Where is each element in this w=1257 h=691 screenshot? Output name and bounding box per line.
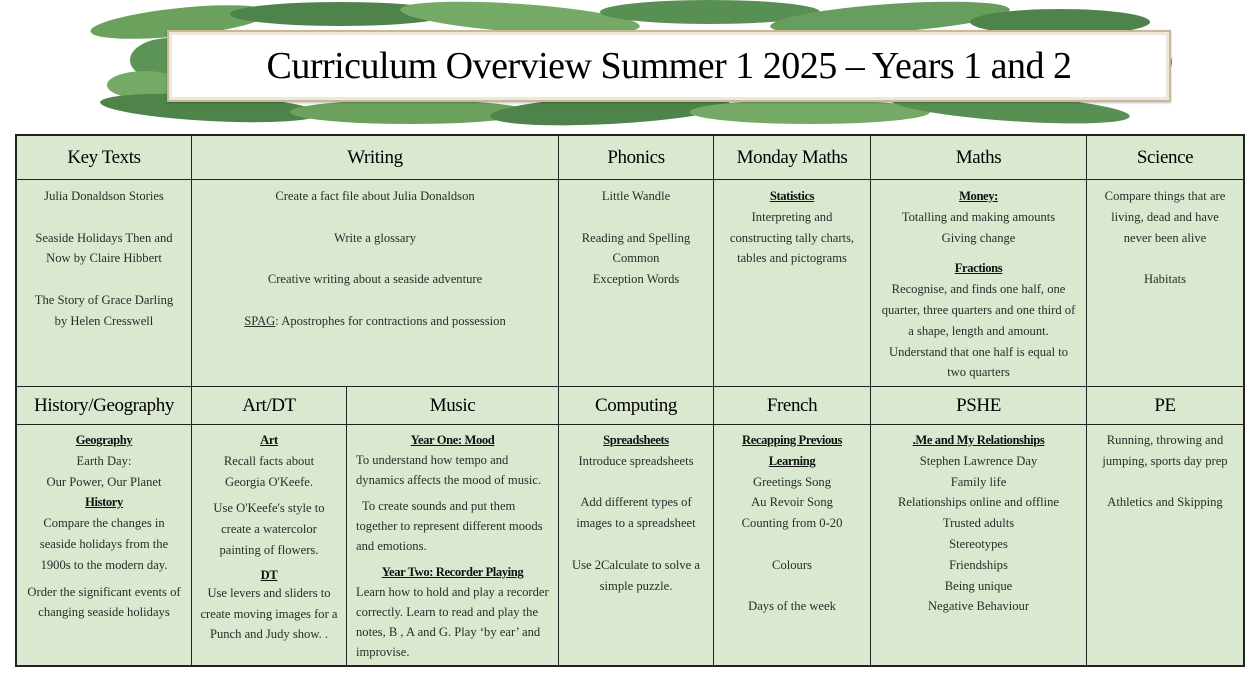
cell-history-geography [17, 425, 192, 665]
cell-french [714, 425, 871, 665]
pshe-item: Negative Behaviour [927, 599, 1030, 614]
money-item: Totalling and making amounts [901, 209, 1056, 224]
statistics-text: Interpreting and constructing tally charts, tables and pictograms [729, 209, 855, 266]
cell-science [1087, 180, 1243, 387]
header-music [347, 387, 559, 425]
cell-phonics [559, 180, 714, 387]
money-subheading: Money: [959, 189, 998, 203]
cell-writing [192, 180, 559, 387]
statistics-subheading: Statistics [769, 189, 815, 203]
geography-item: Earth Day: [76, 453, 132, 468]
header-phonics [559, 136, 714, 180]
french-item: Au Revoir Song [751, 495, 833, 510]
french-item: Counting from 0-20 [741, 516, 843, 531]
header-key-texts [17, 136, 192, 180]
key-text-item: Julia Donaldson Stories [44, 189, 164, 203]
fractions-subheading: Fractions [954, 261, 1003, 276]
dt-subheading: DT [260, 567, 278, 582]
geography-subheading: Geography [75, 433, 133, 447]
heading-text: Monday Maths [736, 146, 848, 168]
computing-item: Use 2Calculate to solve a simple puzzle. [572, 557, 700, 593]
science-item: Compare things that are living, dead and have never been alive [1104, 189, 1226, 245]
header-french [714, 387, 871, 425]
key-text-item: Seaside Holidays Then and Now by Claire Hibbert [35, 230, 173, 266]
header-art-dt [192, 387, 347, 425]
heading-text: Key Texts [67, 146, 141, 168]
header-pshe [871, 387, 1087, 425]
cell-music [347, 425, 559, 665]
spreadsheets-subheading: Spreadsheets [603, 433, 669, 447]
history-subheading: History [85, 495, 123, 510]
heading-text: Art/DT [242, 394, 296, 416]
writing-item: Creative writing about a seaside adventure [267, 272, 483, 287]
heading-text: Music [429, 394, 476, 416]
heading-text: PE [1154, 394, 1176, 416]
cell-pe [1087, 425, 1243, 665]
history-item: Order the significant events of changing seaside holidays [27, 584, 181, 620]
music-item: To create sounds and put them together to represent different moods and emotions. [356, 499, 543, 553]
phonics-item: Reading and Spelling [581, 230, 691, 245]
pshe-item: Relationships online and offline [897, 495, 1059, 510]
art-subheading: Art [260, 433, 278, 447]
pe-item: Running, throwing and jumping, sports day prep [1102, 433, 1228, 468]
cell-art-dt [192, 425, 347, 665]
french-item: Days of the week [748, 599, 836, 614]
cell-computing [559, 425, 714, 665]
heading-text: PSHE [956, 394, 1001, 416]
music-item: To understand how tempo and dynamics affects the mood of music. [356, 453, 542, 487]
year-one-subheading: Year One: Mood [410, 433, 495, 447]
art-item: Use O'Keefe's style to create a watercolor painting of flowers. [213, 501, 325, 557]
heading-text: Computing [595, 394, 677, 416]
key-text-item: The Story of Grace Darling by Helen Cresswell [34, 292, 174, 328]
spag-label: SPAG [244, 313, 276, 328]
phonics-item: Common [612, 251, 660, 266]
phonics-item: Little Wandle [601, 189, 671, 203]
heading-text: French [766, 394, 818, 416]
pshe-subheading: .Me and My Relationships [912, 433, 1045, 447]
title-board [167, 30, 1171, 102]
heading-text: History/Geography [34, 394, 174, 416]
pshe-item: Friendships [949, 557, 1008, 572]
heading-text: Maths [955, 146, 1002, 168]
geography-item: Our Power, Our Planet [46, 474, 162, 489]
header-computing [559, 387, 714, 425]
year-two-subheading: Year Two: Recorder Playing [381, 565, 524, 579]
header-history-geography [17, 387, 192, 425]
writing-spag [197, 311, 553, 332]
fractions-text: Recognise, and finds one half, one quarter, three quarters and one third of a shape, length and amount. Understand that one half is equal to two quarters [881, 282, 1076, 380]
phonics-item: Exception Words [592, 272, 680, 287]
spag-text: : Apostrophes for contractions and possession [275, 313, 506, 328]
heading-text: Writing [347, 146, 403, 168]
pshe-item: Stereotypes [949, 536, 1008, 551]
science-item: Habitats [1144, 272, 1186, 287]
pshe-item: Family life [950, 474, 1007, 489]
writing-item: Write a glossary [333, 230, 417, 245]
header-maths [871, 136, 1087, 180]
header-writing [192, 136, 559, 180]
cell-pshe [871, 425, 1087, 665]
title-banner [50, 0, 1175, 130]
pe-item: Athletics and Skipping [1107, 495, 1223, 510]
history-item: Compare the changes in seaside holidays from the 1900s to the modern day. [39, 516, 169, 572]
french-item: Greetings Song [752, 474, 831, 489]
cell-key-texts [17, 180, 192, 387]
art-item: Recall facts about Georgia O'Keefe. [223, 453, 315, 489]
header-science [1087, 136, 1243, 180]
french-subheading: Recapping Previous Learning [742, 433, 842, 468]
cell-maths [871, 180, 1087, 387]
money-item: Giving change [941, 230, 1016, 245]
dt-text: Use levers and sliders to create moving images for a Punch and Judy show. . [200, 585, 338, 642]
pshe-item: Trusted adults [942, 516, 1015, 531]
page-title: Curriculum Overview Summer 1 2025 – Years 1 and 2 [266, 45, 1072, 87]
writing-item: Create a fact file about Julia Donaldson [275, 189, 475, 203]
header-monday-maths [714, 136, 871, 180]
french-item: Colours [772, 557, 812, 572]
heading-text: Science [1136, 146, 1194, 168]
pshe-item: Being unique [944, 578, 1013, 593]
computing-item: Add different types of images to a spreadsheet [576, 495, 696, 531]
computing-item: Introduce spreadsheets [578, 453, 694, 468]
curriculum-table [15, 134, 1245, 667]
header-pe [1087, 387, 1243, 425]
recorder-text: Learn how to hold and play a recorder correctly. Learn to read and play the notes, B , A and G. Play ‘by ear’ and improvise. [356, 585, 549, 659]
heading-text: Phonics [607, 146, 665, 168]
cell-monday-maths [714, 180, 871, 387]
pshe-item: Stephen Lawrence Day [919, 453, 1038, 468]
